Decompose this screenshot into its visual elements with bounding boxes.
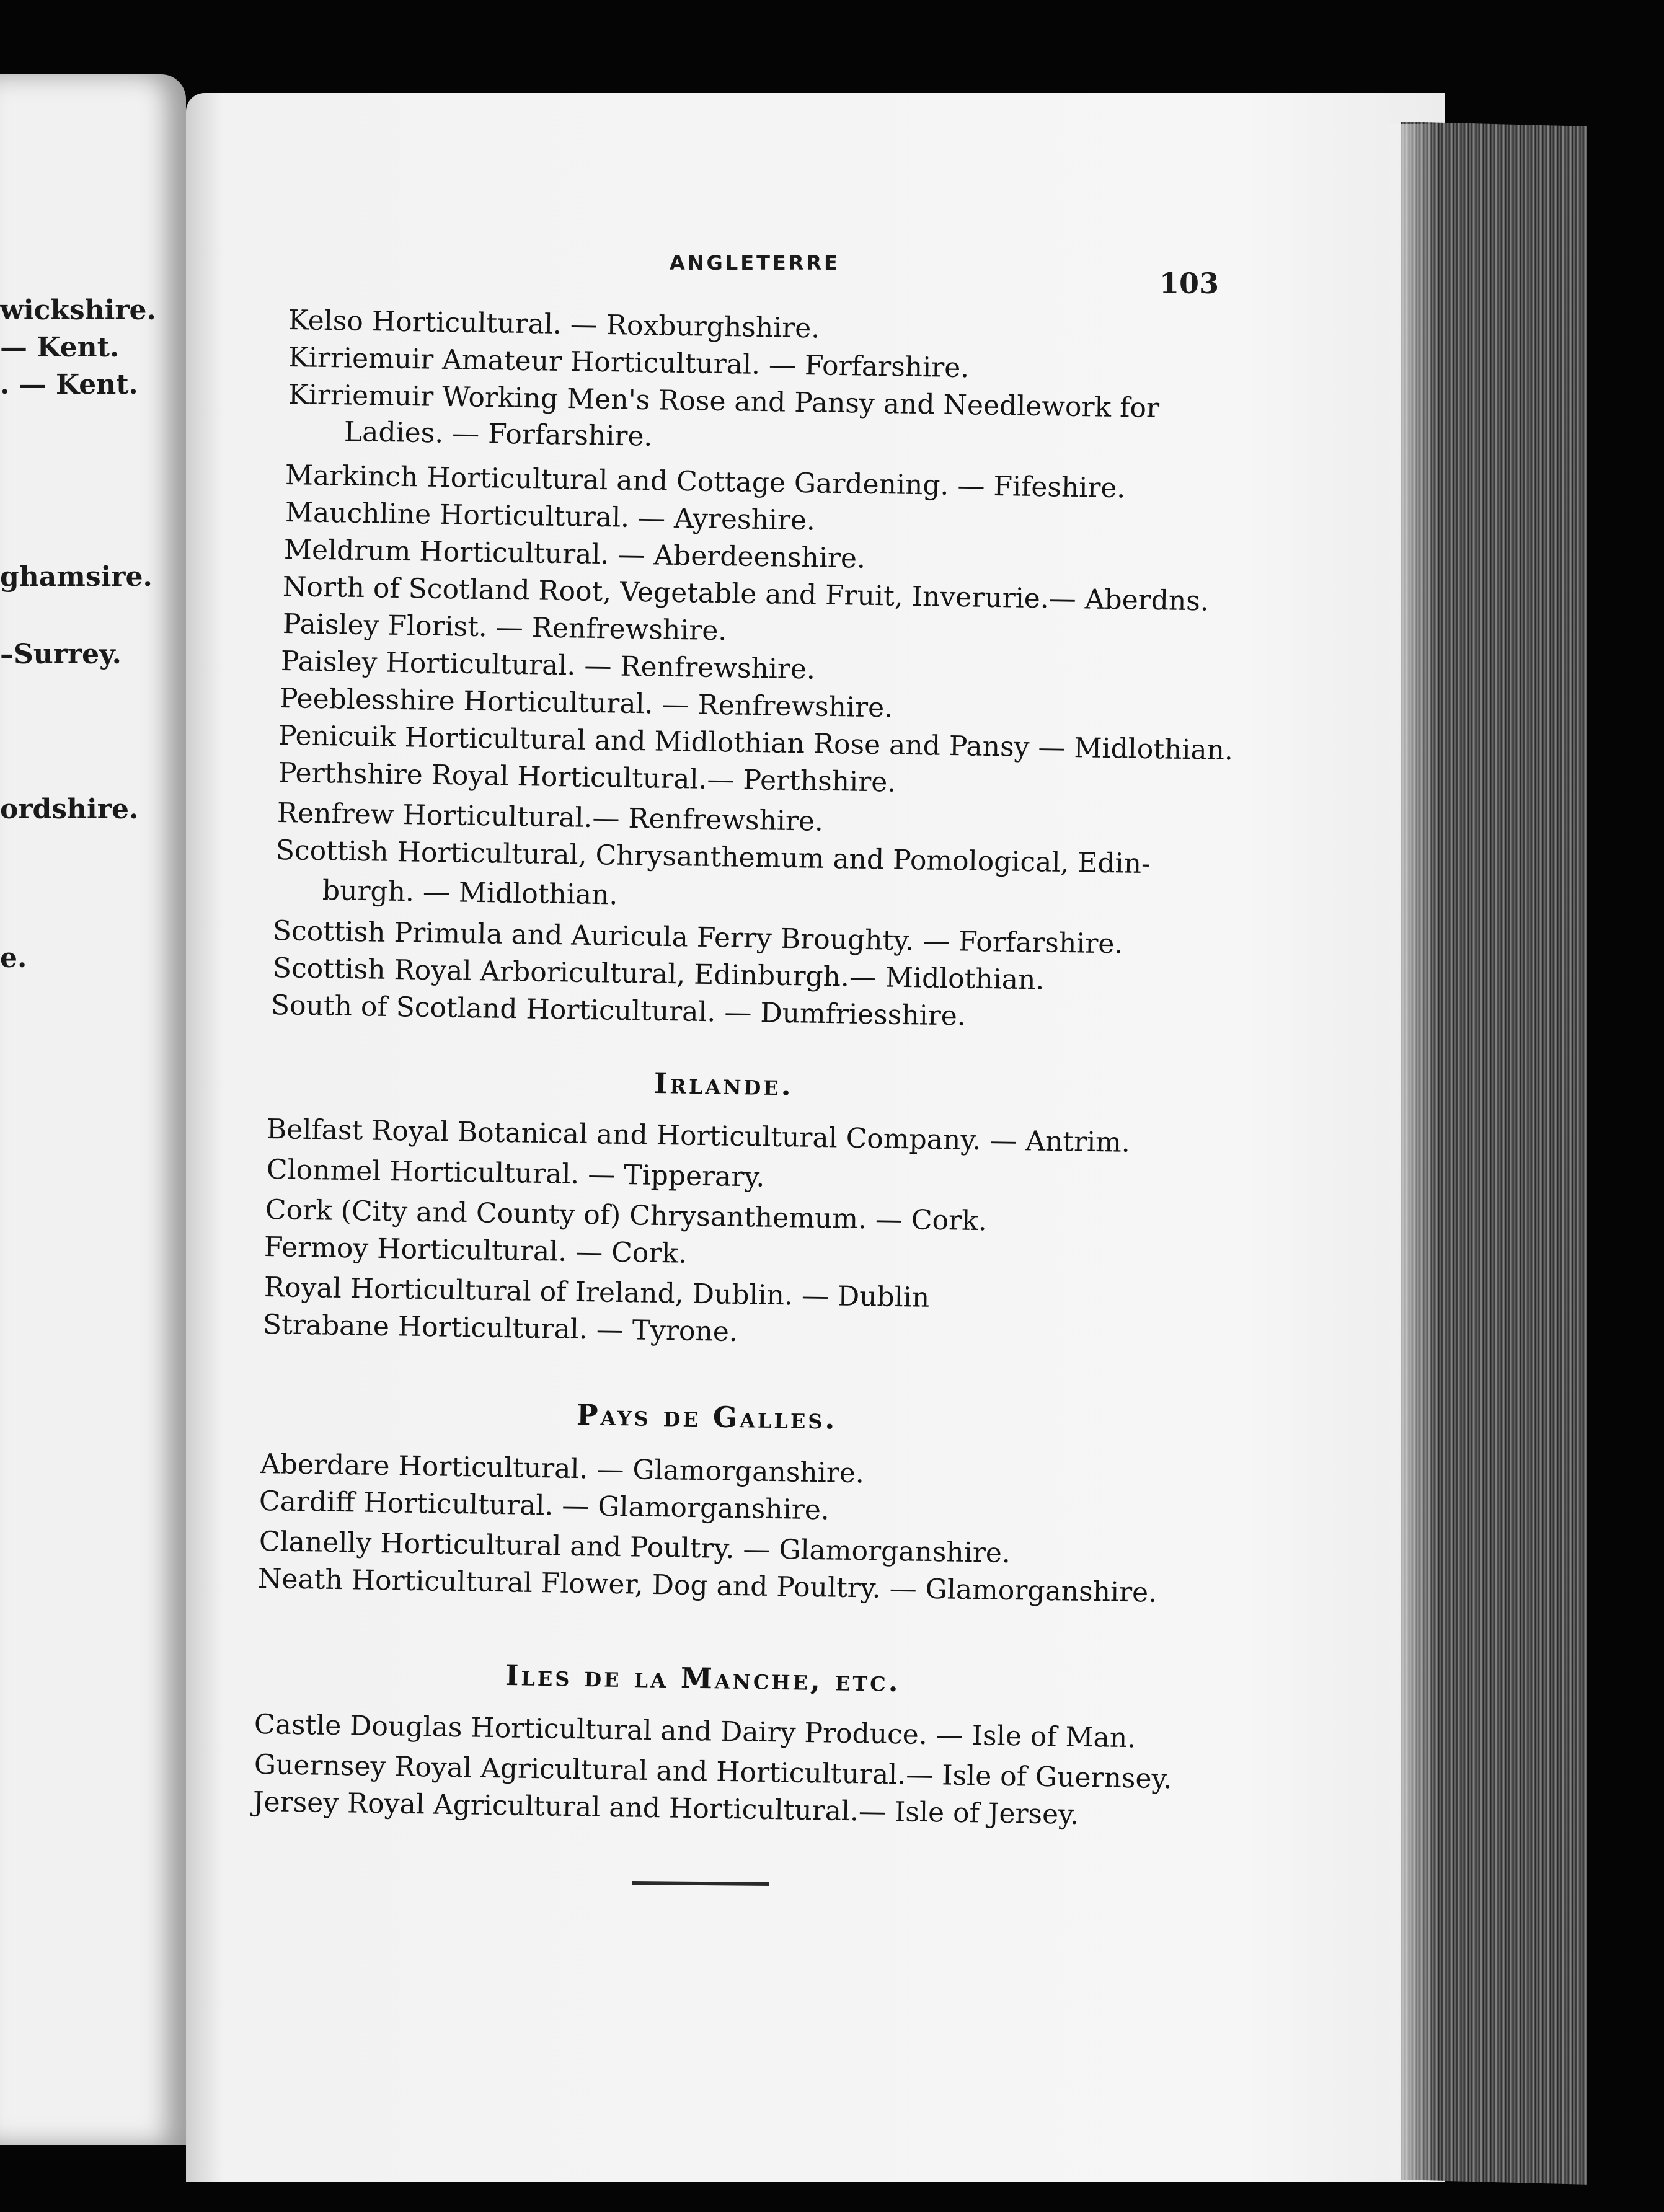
page-edge-shade (1389, 124, 1438, 2182)
list-item: Paisley Horticultural. — Renfrewshire. (280, 645, 816, 686)
list-item: Neath Horticultural Flower, Dog and Poultry. — Glamorganshire. (257, 1563, 1157, 1609)
list-item-continuation: Ladies. — Forfarshire. (343, 416, 653, 453)
list-item: Paisley Florist. — Renfrewshire. (282, 608, 727, 647)
list-item: Kirriemuir Amateur Horticultural. — Forfarshire. (288, 342, 970, 384)
left-fragment: . — Kent. (0, 369, 138, 400)
list-item: Cork (City and County of) Chrysanthemum. — Cork. (265, 1194, 988, 1237)
list-item: North of Scotland Root, Vegetable and Fruit, Inverurie.— Aberdns. (282, 571, 1210, 617)
list-item: Mauchline Horticultural. — Ayreshire. (285, 497, 816, 537)
list-item: Clonmel Horticultural. — Tipperary. (266, 1154, 765, 1193)
section-heading-wales: Pays de Galles. (576, 1398, 838, 1436)
page-number: 103 (1159, 267, 1219, 300)
list-item: Scottish Horticultural, Chrysanthemum and Pomological, Edin- (275, 834, 1151, 880)
list-item: Kirriemuir Working Men's Rose and Pansy and Needlework for (288, 379, 1160, 425)
left-fragment: ghamsire. (0, 561, 153, 593)
list-item: Clanelly Horticultural and Poultry. — Glamorganshire. (259, 1526, 1011, 1570)
left-fragment: e. (0, 942, 27, 974)
list-item: Fermoy Horticultural. — Cork. (263, 1231, 688, 1270)
list-item: Strabane Horticultural. — Tyrone. (262, 1309, 738, 1348)
list-item: Renfrew Horticultural.— Renfrewshire. (277, 797, 824, 838)
left-fragment: wickshire. (0, 294, 156, 326)
left-page (0, 74, 186, 2145)
list-item: Belfast Royal Botanical and Horticultural Company. — Antrim. (266, 1113, 1131, 1159)
list-item-continuation: burgh. — Midlothian. (322, 875, 618, 911)
list-item: Markinch Horticultural and Cottage Gardening. — Fifeshire. (285, 459, 1126, 505)
left-fragment: –Surrey. (0, 639, 122, 670)
list-item: Guernsey Royal Agricultural and Horticultural.— Isle of Guernsey. (254, 1749, 1172, 1795)
list-item: Aberdare Horticultural. — Glamorganshire. (260, 1448, 865, 1490)
running-header: ANGLETERRE (670, 251, 840, 275)
list-item: Castle Douglas Horticultural and Dairy Produce. — Isle of Man. (254, 1709, 1136, 1754)
left-fragment: — Kent. (0, 332, 120, 363)
list-item: Peeblesshire Horticultural. — Renfrewshire. (279, 683, 893, 724)
list-item: Jersey Royal Agricultural and Horticultural.— Isle of Jersey. (252, 1786, 1079, 1831)
section-heading-ireland: Irlande. (653, 1066, 794, 1102)
list-item: Penicuik Horticultural and Midlothian Rose and Pansy — Midlothian. (278, 720, 1234, 767)
section-heading-channel-islands: Iles de la Manche, etc. (505, 1658, 901, 1699)
list-item: Meldrum Horticultural. — Aberdeenshire. (283, 534, 866, 575)
left-fragment: ordshire. (0, 794, 139, 825)
list-item: South of Scotland Horticultural. — Dumfriesshire. (270, 989, 967, 1032)
list-item: Cardiff Horticultural. — Glamorganshire. (259, 1485, 830, 1526)
list-item: Kelso Horticultural. — Roxburghshire. (288, 304, 820, 345)
list-item: Perthshire Royal Horticultural.— Perthshire. (278, 757, 896, 799)
list-item: Scottish Royal Arboricultural, Edinburgh.— Midlothian. (272, 952, 1045, 996)
list-item: Royal Horticultural of Ireland, Dublin. — Dublin (263, 1272, 930, 1314)
list-item: Scottish Primula and Auricula Ferry Broughty. — Forfarshire. (272, 915, 1123, 960)
